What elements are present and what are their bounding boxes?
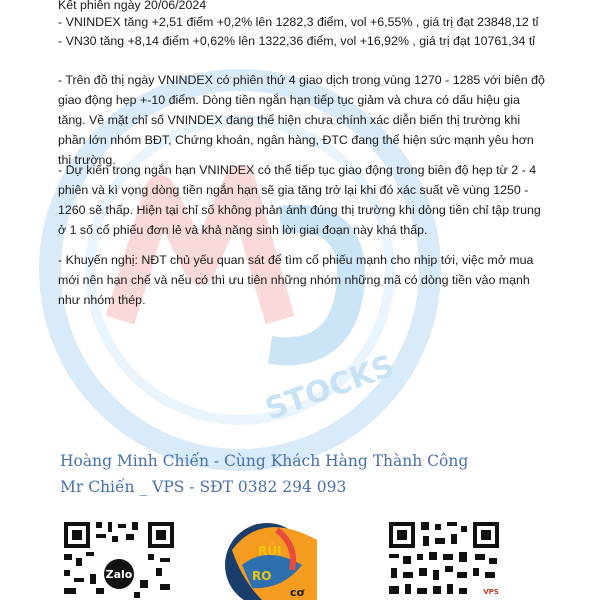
brand-text-1: RỦI — [258, 544, 282, 558]
zalo-label: Zalo — [105, 568, 133, 581]
brand-logo — [222, 510, 322, 600]
brand-text-3: cơ — [290, 586, 305, 599]
forecast-paragraph: - Dự kiến trong ngắn hạn VNINDEX có thể tiếp tục giao động trong biên độ hẹp từ 2 - 4 phiên và kì vọng dòng tiền ngắn hạn sẽ gia tăng trở lại khi đó xác suất về vùng 1250 - 1260 sẽ thấp. Hiện tại chỉ số không phản ánh đúng thị trường khi dòng tiền chỉ tập trung ở 1 số cổ phiếu đơn lẻ và khả năng sinh lời giai đoạn này khá thấp. — [58, 163, 541, 237]
vnindex-summary: - VNINDEX tăng +2,51 điểm +0,2% lên 1282,3 điểm, vol +6,55% , giá trị đạt 23848,12 tỉ — [58, 15, 539, 29]
brand-text-2: RO — [252, 569, 272, 583]
vps-label: VPS — [483, 588, 499, 596]
signature-line-2: Mr Chiến _ VPS - SĐT 0382 294 093 — [60, 478, 347, 496]
vps-qr-code — [385, 518, 503, 600]
analysis-paragraph: - Trên đồ thị ngày VNINDEX có phiên thứ 4 giao dịch trong vùng 1270 - 1285 với biên độ giao động hẹp +-10 điểm. Dòng tiền ngắn hạn tiếp tục giảm và chưa có dấu hiệu gia tăng. Về mặt chỉ số VNINDEX đang thể hiện chưa chính xác diễn biến thị trường khi phần lớn nhóm BĐT, Chứng khoán, ngân hàng, ĐTC đang thể hiện sức mạnh yêu hơn thị trường. — [58, 73, 545, 167]
watermark-text: STOCKS — [260, 348, 400, 428]
zalo-qr-code — [60, 518, 178, 600]
recommendation-paragraph: - Khuyến nghị: NĐT chủ yếu quan sát để tìm cổ phiếu mạnh cho nhịp tới, việc mở mua mới nên hạn chế và nếu có thì ưu tiên những nhóm những mã có dòng tiền vào mạnh như nhóm thép. — [58, 253, 534, 307]
vn30-summary: - VN30 tăng +8,14 điểm +0,62% lên 1322,36 điểm, vol +16,92% , giá trị đạt 10761,34 tỉ — [58, 34, 536, 48]
signature-line-1: Hoàng Minh Chiến - Cùng Khách Hàng Thành Công — [60, 452, 469, 470]
session-title: Kết phiên ngày 20/06/2024 — [58, 0, 207, 12]
